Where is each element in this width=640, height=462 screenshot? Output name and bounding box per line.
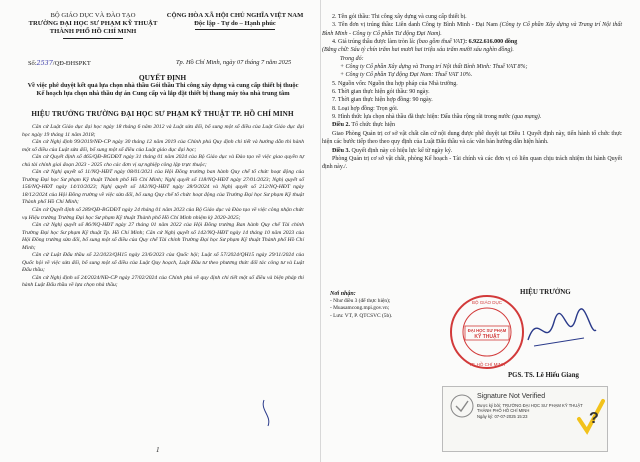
selection-method-text: 9. Hình thức lựa chọn nhà thầu đã thực hiện: Đấu thầu rộng rãi trong nước	[332, 114, 512, 121]
document-title: QUYẾT ĐỊNH	[138, 73, 187, 82]
article-2-heading	[322, 121, 622, 129]
item-winning-price	[322, 38, 622, 46]
certificate-logo-icon	[449, 393, 475, 419]
signature-signer-city: THÀNH PHỐ HỒ CHÍ MINH	[477, 408, 530, 414]
svg-text:TP. HỒ CHÍ MINH: TP. HỒ CHÍ MINH	[468, 362, 506, 367]
winning-bidder-name: 3. Tên đơn vị trúng thầu: Liên danh Công ty Bình Minh - Đại Nam	[332, 22, 500, 29]
recipients-heading: Nơi nhận:	[330, 291, 356, 297]
partner-vat-2: + Công ty Cổ phần Tự động Đại Nam: Thuế VAT 10%.	[340, 72, 473, 79]
handwritten-signature-icon	[520, 300, 600, 360]
decision-body	[322, 13, 622, 172]
recipient-item: - Muasamcong.mpi.gov.vn;	[330, 305, 390, 312]
issuer-header	[18, 12, 168, 39]
basis-paragraph: Căn cứ Nghị định số 24/2024/NĐ-CP ngày 27/02/2024 của Chính phủ về quy định chi tiết một số điều và biện pháp thi hành Luật Đấu thầu về lựa chọn nhà thầu;	[22, 274, 304, 289]
doc-number-suffix: /QĐ-ĐHSPKT	[52, 60, 91, 67]
svg-text:KỸ THUẬT: KỸ THUẬT	[474, 334, 500, 340]
issuer-ministry: BỘ GIÁO DỤC VÀ ĐÀO TẠO	[50, 12, 136, 19]
doc-number-prefix: Số:	[28, 60, 37, 67]
issuer-underline	[63, 38, 123, 39]
article-3-label: Điều 3.	[332, 147, 350, 154]
initial-mark-icon	[250, 392, 290, 432]
signature-status: Signature Not Verified	[477, 393, 546, 400]
price-vat-note: (bao gồm thuế VAT)	[416, 39, 466, 46]
basis-paragraph: Căn cứ Luật Giáo dục đại học ngày 18 tháng 6 năm 2012 và Luật sửa đổi, bổ sung một số điều của Luật Giáo dục đại học ngày 19 tháng 11 năm 2018;	[22, 124, 304, 138]
document-number	[28, 59, 91, 67]
svg-text:BỘ GIÁO DỤC: BỘ GIÁO DỤC	[471, 300, 503, 305]
document-subtitle: Về việc phê duyệt kết quả lựa chọn nhà thầu Gói thầu Thi công xây dựng và cung cấp thiết bị thuộc Kế hoạch lựa chọn nhà thầu dự án Cung cấp và lắp đặt thiết bị thang máy tòa nhà trung tâm	[27, 82, 299, 97]
item-selection-method	[322, 113, 622, 121]
price-label: 4. Giá trúng thầu được làm tròn là:	[332, 39, 417, 46]
official-stamp-icon	[447, 292, 527, 372]
digital-signature-box	[442, 386, 608, 452]
national-header	[160, 12, 310, 30]
item-contract-type: 8. Loại hợp đồng: Trọn gói.	[332, 105, 399, 112]
item-package-duration: 6. Thời gian thực hiện gói thầu: 90 ngày.	[332, 89, 430, 96]
basis-paragraph: Căn cứ Luật Đấu thầu số 22/2023/QH15 ngày 23/6/2023 của Quốc hội; Luật số 57/2024/QH15 ngày 29/11/2024 của Quốc hội về việc sửa đổi, bổ sung một số điều của Luật Quy hoạch, Luật Đầu tư theo phương thức đối tác công tư và Luật Đấu thầu;	[22, 252, 304, 274]
item-funding: 5. Nguồn vốn: Nguồn thu hợp pháp của Nhà trường.	[332, 80, 458, 87]
place-date: Tp. Hồ Chí Minh, ngày 07 tháng 7 năm 2025	[176, 59, 292, 66]
signature-details	[477, 403, 585, 419]
basis-paragraph: Căn cứ Nghị quyết số 11/NQ-HĐT ngày 08/01/2021 của Hội Đồng trường ban hành Quy chế tổ chức hoạt động của Trường Đại học Sư phạm Kỹ thuật Thành phố Hồ Chí Minh; Nghị quyết số 118/NQ-HĐT ngày 27/01/2023; Nghị quyết số 156/NQ-HĐT ngày 14/10/2023; Nghị quyết số 182/NQ-HĐT ngày 28/9/2024 và Nghị quyết số 212/NQ-HĐT ngày 18/12/2024 của Hội Đồng trường về việc sửa đổi, bổ sung Quy chế tổ chức hoạt động của Trường Đại học Sư phạm Kỹ thuật Thành phố Hồ Chí Minh;	[22, 169, 304, 206]
signature-date: Ngày ký: 07-07-2025 15:23	[477, 413, 528, 419]
item-winning-bidder	[322, 21, 622, 38]
issuer-city: THÀNH PHỐ HỒ CHÍ MINH	[49, 28, 137, 36]
signer-title: HIỆU TRƯỞNG	[520, 288, 571, 296]
partner-vat-1: + Công ty Cổ phần Xây dựng và Trang trí Nội thất Bình Minh: Thuế VAT 8%;	[340, 64, 528, 71]
issuing-authority: HIỆU TRƯỞNG TRƯỜNG ĐẠI HỌC SƯ PHẠM KỸ THUẬT TP. HỒ CHÍ MINH	[31, 110, 294, 118]
motto-underline	[195, 29, 275, 30]
article-3-heading	[322, 147, 622, 155]
unverified-question-icon	[575, 397, 605, 437]
signer-name: PGS. TS. Lê Hiếu Giang	[508, 372, 579, 379]
in-which-label: Trong đó:	[340, 55, 364, 62]
svg-text:ĐẠI HỌC SƯ PHẠM: ĐẠI HỌC SƯ PHẠM	[467, 328, 507, 333]
article-2-title: Tổ chức thực hiện	[350, 122, 396, 129]
article-3-title: Quyết định này có hiệu lực kể từ ngày ký.	[350, 147, 453, 154]
selection-method-note: (qua mạng).	[511, 114, 542, 121]
basis-paragraph: Căn cứ Nghị định 99/2019/NĐ-CP ngày 30 tháng 12 năm 2019 của Chính phủ Quy định chi tiết và hướng dẫn thi hành một số điều của Luật sửa đổi, bổ sung một số điều của Luật giáo dục đại học;	[22, 139, 304, 153]
svg-text:?: ?	[589, 410, 599, 427]
item-contract-duration: 7. Thời gian thực hiện hợp đồng: 90 ngày.	[332, 97, 433, 104]
article-3-body: Phòng Quản trị cơ sở vật chất, phòng Kế hoạch - Tài chính và các đơn vị có liên quan chịu trách nhiệm thi hành Quyết định này./.	[322, 155, 622, 171]
basis-paragraph: Căn cứ Quyết định số 289/QĐ-BGDĐT ngày 24 tháng 01 năm 2023 của Bộ Giáo dục và Đào tạo về việc công nhận chức vụ Hiệu trưởng Trường Đại học Sư phạm Kỹ thuật Thành phố Hồ Chí Minh nhiệm kỳ 2020-2025;	[22, 207, 304, 221]
recipient-item: - Lưu: VT, P. QTCSVC (5b).	[330, 312, 393, 319]
national-title: CỘNG HÒA XÃ HỘI CHỦ NGHĨA VIỆT NAM	[166, 12, 304, 19]
article-2-body: Giao Phòng Quản trị cơ sở vật chất căn cứ nội dung được phê duyệt tại Điều 1 Quyết định này, tiến hành tổ chức thực hiện các bước tiếp theo theo quy định của Luật Đấu thầu và các văn bản hướng dẫn hiện hành.	[322, 130, 622, 146]
price-in-words: (Bằng chữ: Sáu tỷ chín trăm hai mươi hai triệu sáu trăm mười sáu nghìn đồng).	[322, 47, 514, 54]
winning-bidder-members: (Công ty Cổ phần Xây dựng và Trang trí Nội thất Bình Minh - Công ty Cổ phần Tư động Đại Nam).	[322, 22, 623, 37]
signature-signer: Được ký bởi: TRƯỜNG ĐẠI HỌC SƯ PHẠM KỸ THUẬT	[477, 403, 583, 408]
item-package-name: 2. Tên gói thầu: Thi công xây dựng và cung cấp thiết bị.	[332, 14, 467, 20]
page-number: 1	[156, 446, 160, 454]
article-2-label: Điều 2.	[332, 122, 350, 129]
doc-number-value: 2537	[36, 59, 53, 67]
legal-basis	[22, 124, 304, 290]
recipients-list	[330, 291, 430, 320]
basis-paragraph: Căn cứ Nghị quyết số 86/NQ-HĐT ngày 27 tháng 01 năm 2022 của Hội Đồng trường Ban hành Quy chế Tài chính Trường Đại học Sư phạm Kỹ thuật Tp. Hồ Chí Minh; Căn cứ Nghị quyết số 142/NQ-HĐT ngày 14 tháng 10 năm 2023 của Hội Đồng trường sửa đổi, bổ sung một số điều của Quy chế Tài chính Trường Đại học Sư phạm Kỹ thuật Thành phố Hồ Chí Minh;	[22, 222, 304, 251]
issuer-university: TRƯỜNG ĐẠI HỌC SƯ PHẠM KỸ THUẬT	[28, 20, 158, 28]
recipient-item: - Như điều 3 (để thực hiện);	[330, 298, 391, 305]
price-value: : 6.922.616.000 đồng	[465, 39, 518, 46]
national-motto: Độc lập - Tự do – Hạnh phúc	[194, 20, 276, 28]
basis-paragraph: Căn cứ Quyết định số 465/QĐ-BGDĐT ngày 31 tháng 01 năm 2024 của Bộ Giáo dục và Đào tạo về việc giao quyền tự chủ tài chính giai đoạn 2023 - 2025 cho các đơn vị sự nghiệp công lập trực thuộc;	[22, 154, 304, 168]
